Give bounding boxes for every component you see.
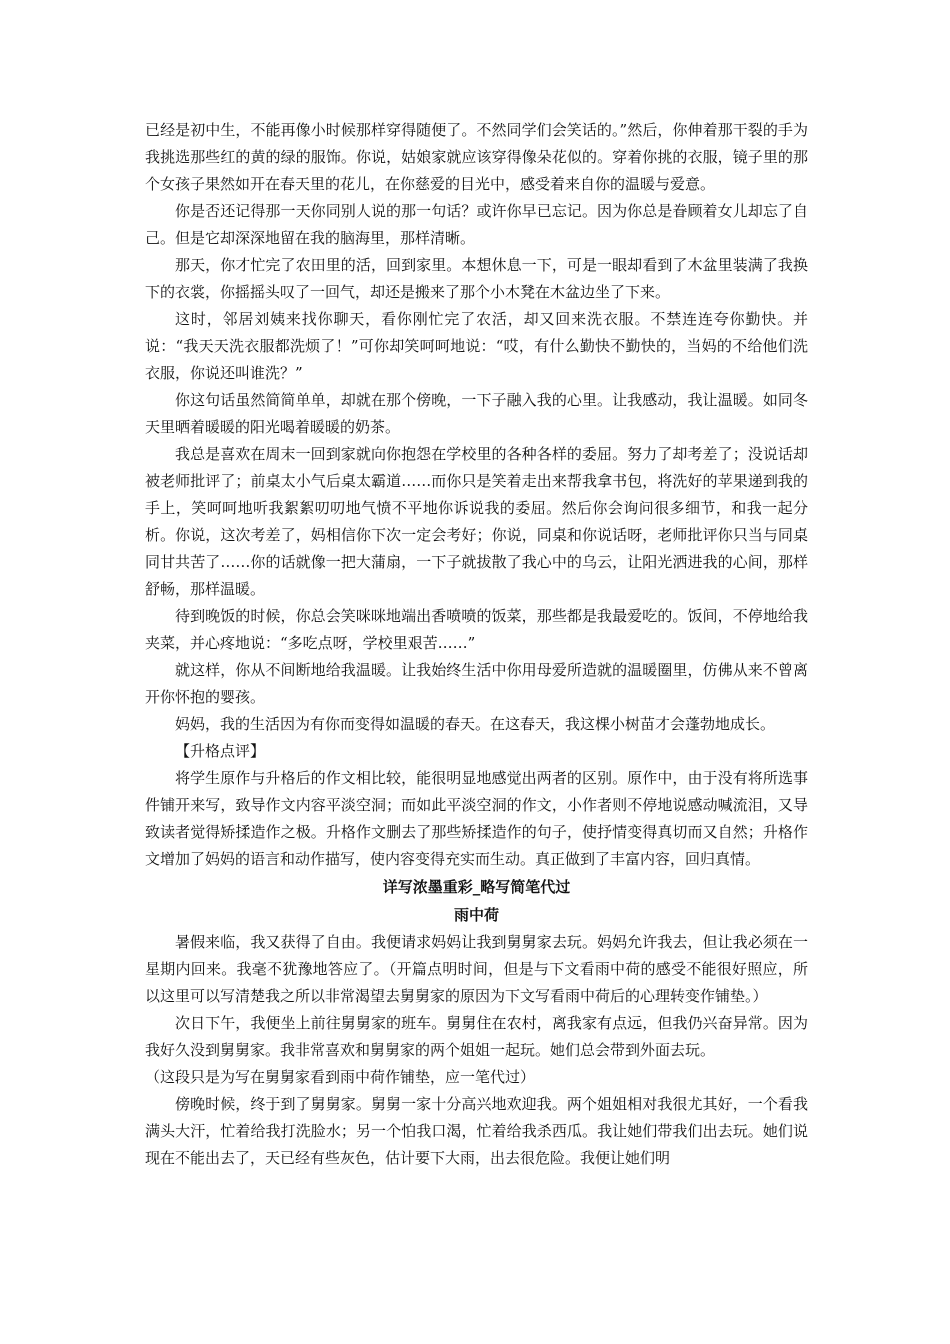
paragraph-4: 这时，邻居刘姨来找你聊天，看你刚忙完了农活，却又回来洗衣服。不禁连连夸你勤快。并说：“我天天洗衣服都洗烦了！”可你却笑呵呵地说：“哎，有什么勤快不勤快的，当妈的不给他们洗衣服，你说还叫谁洗？” <box>145 310 808 382</box>
essay-title: 雨中荷 <box>453 906 499 924</box>
paragraph-6: 我总是喜欢在周末一回到家就向你抱怨在学校里的各种各样的委屈。努力了却考差了；没说话却被老师批评了；前桌太小气后桌太霸道……而你只是笑着走出来帮我拿书包，将洗好的苹果递到我的手上，笑呵呵地听我絮絮叨叨地气愤不平地你诉说我的委屈。然后你会询问很多细节，和我一起分析。你说，这次考差了，妈相信你下次一定会考好；你说，同桌和你说话呀，老师批评你只当与同桌同甘共苦了……你的话就像一把大蒲扇，一下子就拔散了我心中的乌云，让阳光洒进我的心间，那样舒畅，那样温暖。 <box>145 445 808 598</box>
paragraph-3: 那天，你才忙完了农田里的活，回到家里。本想休息一下，可是一眼却看到了木盆里装满了我换下的衣裳，你摇摇头叹了一回气，却还是搬来了那个小木凳在木盆边坐了下来。 <box>145 256 808 301</box>
section-title: 详写浓墨重彩_略写简笔代过 <box>382 878 571 896</box>
paragraph-7: 待到晚饭的时候，你总会笑咪咪地端出香喷喷的饭菜，那些都是我最爱吃的。饭间，不停地给我夹菜，并心疼地说：“多吃点呀，学校里艰苦……” <box>145 607 808 652</box>
comment-body: 将学生原作与升格后的作文相比较，能很明显地感觉出两者的区别。原作中，由于没有将所选事件铺开来写，致导作文内容平淡空洞；而如此平淡空洞的作文，小作者则不停地说感动喊流泪，又导致读者觉得矫揉造作之极。升格作文删去了那些矫揉造作的句子，使抒情变得真切而又自然；升格作文增加了妈妈的语言和动作描写，使内容变得充实而生动。真正做到了丰富内容，回归真情。 <box>145 769 808 868</box>
essay-paragraph-1: 暑假来临，我又获得了自由。我便请求妈妈让我到舅舅家去玩。妈妈允许我去，但让我必须在一星期内回来。我毫不犹豫地答应了。（开篇点明时间，但是与下文看雨中荷的感受不能很好照应，所以这里可以写清楚我之所以非常渴望去舅舅家的原因为下文写看雨中荷后的心理转变作铺垫。） <box>145 933 808 1005</box>
paragraph-1: 已经是初中生，不能再像小时候那样穿得随便了。不然同学们会笑话的。”然后，你伸着那干裂的手为我挑选那些红的黄的绿的服饰。你说，姑娘家就应该穿得像朵花似的。穿着你挑的衣服，镜子里的那个女孩子果然如开在春天里的花儿，在你慈爱的目光中，感受着来自你的温暖与爱意。 <box>145 121 808 193</box>
essay-paragraph-2: 次日下午，我便坐上前往舅舅家的班车。舅舅住在农村，离我家有点远，但我仍兴奋异常。因为我好久没到舅舅家。我非常喜欢和舅舅家的两个姐姐一起玩。她们总会带到外面去玩。 <box>145 1014 808 1059</box>
paragraph-8: 就这样，你从不间断地给我温暖。让我始终生活中你用母爱所造就的温暖圈里，仿佛从来不曾离开你怀抱的婴孩。 <box>145 661 808 706</box>
paragraph-5: 你这句话虽然简简单单，却就在那个傍晚，一下子融入我的心里。让我感动，我让温暖。如同冬天里晒着暖暖的阳光喝着暖暖的奶茶。 <box>145 391 808 436</box>
essay-paragraph-3: 傍晚时候，终于到了舅舅家。舅舅一家十分高兴地欢迎我。两个姐姐相对我很尤其好，一个看我满头大汗，忙着给我打洗脸水；另一个怕我口渴，忙着给我杀西瓜。我让她们带我们出去玩。她们说现在不能出去了，天已经有些灰色，估计要下大雨，出去很危险。我便让她们明 <box>145 1095 808 1167</box>
comment-label: 【升格点评】 <box>175 742 266 760</box>
paragraph-9: 妈妈，我的生活因为有你而变得如温暖的春天。在这春天，我这棵小树苗才会蓬勃地成长。 <box>175 715 776 733</box>
essay-annotation: （这段只是为写在舅舅家看到雨中荷作铺垫，应一笔代过） <box>145 1068 536 1086</box>
paragraph-2: 你是否还记得那一天你同别人说的那一句话？或许你早已忘记。因为你总是眷顾着女儿却忘了自己。但是它却深深地留在我的脑海里，那样清晰。 <box>145 202 808 247</box>
